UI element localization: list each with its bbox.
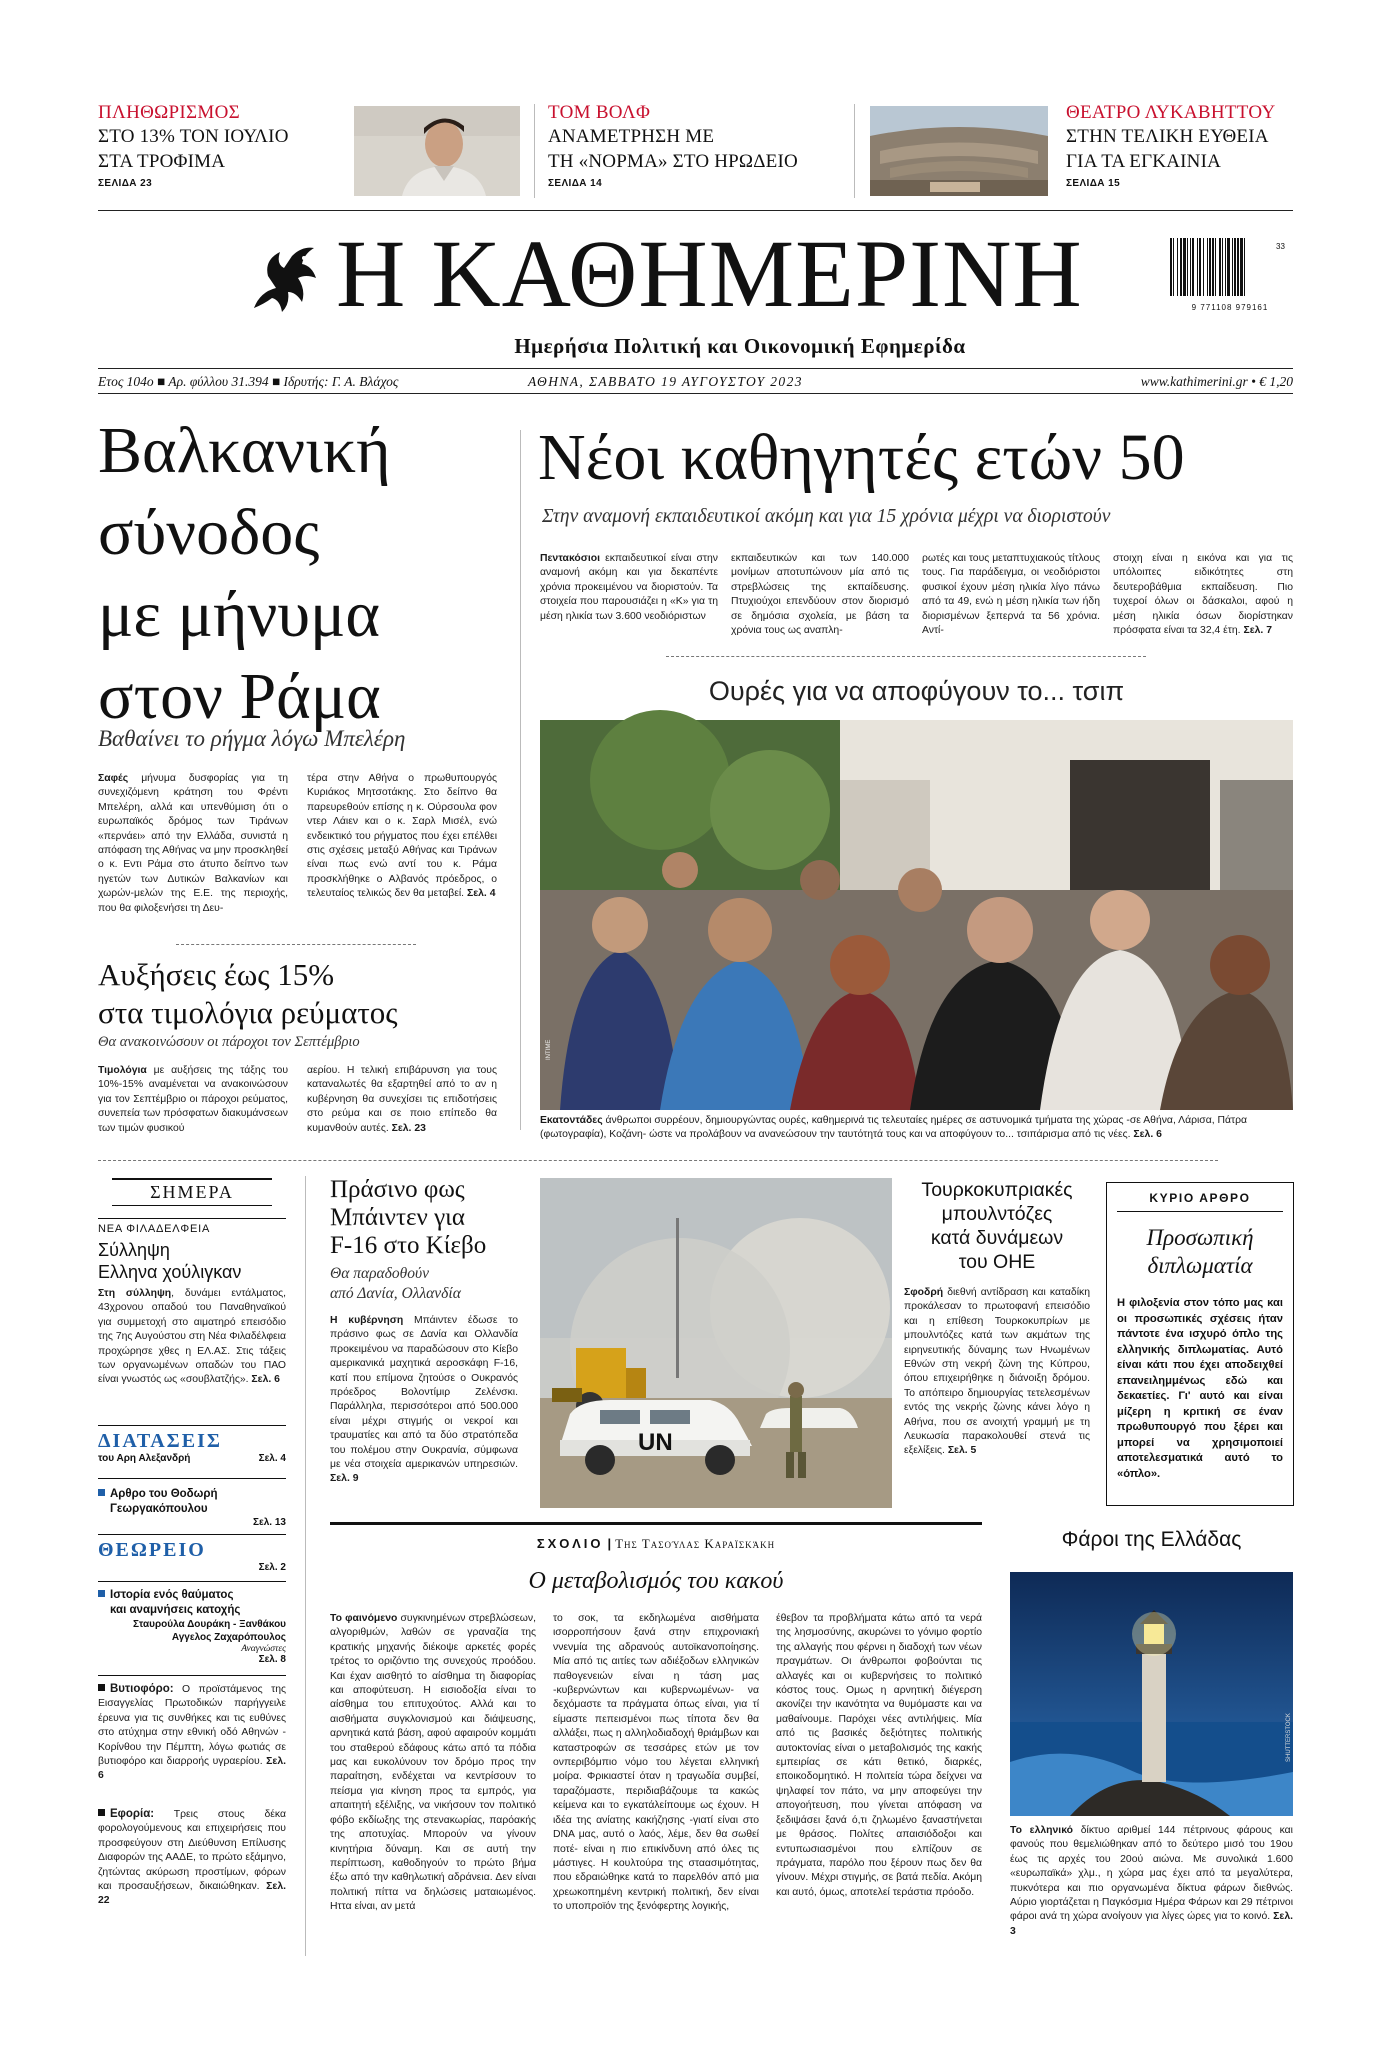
body-text: δίκτυο αριθμεί 144 πέτρινους φάρους και φανούς που θεμελιώθηκαν από το δεύτερο μισό του 19ου έως τις αρχές του 20ού αιώνα. Με συνολικά 1.600 «ευρωπαϊκά» χλμ., η χώρα μας έχει από τα μεγαλύτερα, πυκνότερα και πιο οργανωμένα δίκτυα φάρων διεθνώς. Αύριο γιορτάζεται η Παγκόσμια Ημέρα Φάρων και 29 πέτρινοι φάροι ανά τη χώρα ανοίγουν για λίγες ώρες για το κοινό. bbox=[1010, 1825, 1293, 1923]
comment-author: Της Τασούλας Καραϊσκάκη bbox=[615, 1536, 776, 1551]
item-title: Ελληνα χούλιγκαν bbox=[98, 1262, 242, 1282]
barcode-bar bbox=[1180, 238, 1182, 296]
page-ref[interactable]: Σελ. 22 bbox=[98, 1881, 287, 1907]
body-text: εκπαιδευτικοί είναι στην αναμονή ακόμη και για δεκαπέντε χρόνια προκειμένου να διοριστούν. Τα στοιχεία που παρουσιάζει η «Κ» για τη μέση ηλικία των 3.600 νεοδιόριστων bbox=[540, 553, 718, 622]
simera-label: ΣΗΜΕΡΑ bbox=[150, 1182, 234, 1202]
lead-word: Σφοδρή bbox=[904, 1287, 944, 1298]
queues-photo bbox=[540, 720, 1293, 1110]
barcode-bar bbox=[1212, 238, 1214, 296]
teaser-title: ΣΤΟ 13% ΤΟΝ ΙΟΥΛΙΟ bbox=[98, 126, 289, 147]
divider bbox=[98, 368, 1293, 369]
comment-header: ΣΧΟΛΙΟ | Της Τασούλας Καραϊσκάκη bbox=[330, 1522, 982, 1553]
column-theoreio[interactable] bbox=[98, 1534, 286, 1573]
barcode-bar bbox=[1240, 238, 1243, 296]
item-kicker: ΝΕΑ ΦΙΛΑΔΕΛΦΕΙΑ bbox=[98, 1223, 211, 1235]
item-title: Σύλληψη bbox=[98, 1240, 170, 1260]
barcode-bar bbox=[1209, 238, 1211, 296]
body-text: μήνυμα δυσφορίας για τη συνεχιζόμενη κράτηση του Φρέντι Μπελέρη, αλλά και υπενθύμιση ότι ο ευρωπαϊκός δρόμος των Τιράνων «περνάει» από την Ελλάδα, συνιστά η απόφαση της Αθήνας να μην προσκληθεί ο κ. Εντι Ράμα στο άτυπο δείπνο των ηγετών των Δυτικών Βαλκανίων και χωρών-μελών της Ε.Ε. της περιοχής, που θα φιλοξενήσει τη Δευ- bbox=[98, 773, 288, 914]
teaser-kicker: ΘΕΑΤΡΟ ΛΥΚΑΒΗΤΤΟΥ bbox=[1066, 102, 1276, 123]
headline-line: Βαλκανική bbox=[98, 414, 391, 487]
lead-word: Το ελληνικό bbox=[1010, 1825, 1073, 1836]
divider bbox=[534, 104, 535, 198]
lighthouse-photo bbox=[1010, 1572, 1293, 1816]
editorial-title: διπλωματία bbox=[1147, 1253, 1253, 1278]
bullet-icon bbox=[98, 1809, 105, 1816]
divider bbox=[98, 1160, 1218, 1161]
masthead-subtitle: Ημερήσια Πολιτική και Οικονομική Εφημερίδα bbox=[514, 334, 966, 358]
body-text: Τρεις στους δέκα φορολογούμενους και επιχειρήσεις που προσφεύγουν στη Διεύθυνση Επίλυσης Διαφορών της ΑΑΔΕ, το πρώτο εξάμηνο, ζητώντας ακύρωση προστίμων, φόρων και προσαυξήσεων, δικαιώθηκαν. bbox=[98, 1809, 286, 1893]
queues-caption bbox=[540, 1114, 1293, 1144]
story-miracle[interactable] bbox=[98, 1581, 286, 1665]
page-ref[interactable]: Σελ. 7 bbox=[1243, 625, 1272, 637]
body-text: εκπαιδευτικών και των 140.000 μονίμων αποτυπώνουν μία από τις στρεβλώσεις της εκπαίδευσης. Πτυχιούχοι επενδύουν στον διορισμό σε δημόσια σχολεία, με βάση τα χρόνια τους ως αναπλη- bbox=[731, 553, 909, 637]
headline-line: Τουρκοκυπριακές bbox=[921, 1179, 1073, 1201]
barcode bbox=[1168, 238, 1292, 310]
item-body bbox=[98, 1287, 286, 1417]
balkan-headline[interactable] bbox=[98, 410, 498, 738]
body-text: με αυξήσεις της τάξης του 10%-15% αναμένεται να ανακοινώσουν για τον Σεπτέμβριο οι πάροχοι ρεύματος, συνεπεία των πρόσφατων διακυμάνσεων των τιμών φυσικού bbox=[98, 1065, 288, 1134]
page-ref[interactable]: Σελ. 4 bbox=[466, 888, 496, 900]
barcode-bar bbox=[1237, 238, 1239, 296]
body-text: , δυνάμει εντάλματος, 43χρονου οπαδού του Παναθηναϊκού για συμμετοχή στο αιματηρό επεισόδιο της 7ης Αυγούστου στη Νέα Φιλαδέλφεια προχώρησε χθες η ΕΛ.ΑΣ. Στις τάξεις των οργανωμένων οπαδών του ΠΑΟ είναι γνωστός ως «σουβλατζής». bbox=[98, 1288, 286, 1386]
lead-word: Το φαινόμενο bbox=[330, 1613, 398, 1624]
body-text: τέρα στην Αθήνα ο πρωθυπουργός Κυριάκος Μητσοτάκης. Στο δείπνο θα παρευρεθούν επίσης η κ. Ούρσουλα φον ντερ Λάιεν και ο κ. Σαρλ Μισέλ, ενώ ενδεικτικό του ρήγματος που έχει επέλθει στις σχέσεις μεταξύ Αθήνας και Τιράνων είναι πως ενώ αντί του κ. Ράμα προσκλήθηκε ο Αλβανός πρόεδρος, ο τελευταίος τελικώς δεν θα μεταβεί. bbox=[307, 773, 497, 900]
story-title: και αναμνήσεις κατοχής bbox=[110, 1604, 241, 1616]
barcode-bar bbox=[1170, 238, 1172, 296]
headline-line: στα τιμολόγια ρεύματος bbox=[98, 995, 398, 1030]
brief-tax[interactable] bbox=[98, 1807, 286, 1923]
comment-label: ΣΧΟΛΙΟ bbox=[536, 1536, 604, 1551]
divider bbox=[666, 656, 1146, 657]
story-sub: Αναγνώστες bbox=[241, 1644, 286, 1654]
barcode-bar bbox=[1192, 238, 1194, 296]
divider bbox=[98, 393, 1293, 394]
article-georgakopoulos[interactable] bbox=[98, 1478, 286, 1528]
barcode-bar bbox=[1177, 238, 1178, 296]
lighthouses-body bbox=[1010, 1824, 1293, 1942]
barcode-bar bbox=[1219, 238, 1221, 296]
barcode-bar bbox=[1187, 238, 1188, 296]
body-text: Ο προϊστάμενος της Εισαγγελίας Πρωτοδικών παρήγγειλε έρευνα για τις συνθήκες και τις ευθύνες στο ατύχημα στην εθνική οδό Αθηνών - Κορίνθου την Πέμπτη, λόγω φωτιάς σε βυτιοφόρο και διαρροής υγραερίου. bbox=[98, 1684, 286, 1768]
f16-deck bbox=[330, 1264, 520, 1304]
page-ref[interactable]: Σελ. 2 bbox=[258, 1562, 286, 1573]
simera-box bbox=[112, 1178, 272, 1206]
page-ref[interactable]: Σελ. 4 bbox=[258, 1453, 286, 1464]
teaser-page: ΣΕΛΙΔΑ 14 bbox=[548, 178, 603, 189]
balkan-col-1 bbox=[98, 772, 288, 932]
body-text: το σοκ, τα εκδηλωμένα αισθήματα ισορροπήσουν ξανά στην επιχρονιακή ννενμία της αδρανούς αυτοϊκανοποίησης. Μία από τις αιτίες των αδιέξοδων ελληνικών παθογενειών είναι η τάση μας -κυβερνώντων και κυβερνωμένων- να δεχόμαστε τα πράγματα όπως είναι, για τί είμαστε πεπεισμένοι πως τίποτα δεν θα αλλάξει, πως η αλληλοδιαδοχή θριάμβων και καταστροφών σε τεσσάρες ετών με τον ονπεριβόμπιο νόμο του λέγεται ελληνική μοίρα. Φρικιαστεί όταν η τραγωδία συμβεί, ταραζόμαστε, περιδιαβάζουμε τα κακώς κείμενα και το εγκατάλείπουμε ως έχουν. Η ιδέα της ανίατης κακήζησης -γιατί είναι στο DNA μας, αυτό ο λαός, λέμε, δεν θα σωθεί ποτέ- είναι η πιο επικίνδυνη από όλες τις μάστιγες. Η κουλτούρα της σταασιμότητας, που εδραιώθηκε κατά το παρελθόν από μια χρεωκοπημένη κεντρική πολιτική, δεν είναι το υποπροϊόν της ξενόφερτης λογικής, bbox=[553, 1613, 759, 1913]
column-title: ΘΕΩΡΕΙΟ bbox=[98, 1539, 206, 1561]
column-author: του Αρη Αλεξανδρή bbox=[98, 1453, 191, 1464]
photo-credit: INTIME bbox=[546, 1039, 552, 1060]
divider bbox=[305, 1176, 306, 1956]
barcode-bar bbox=[1232, 238, 1233, 296]
teaser-inflation[interactable] bbox=[98, 102, 343, 200]
barcode-bar bbox=[1222, 238, 1223, 296]
divider bbox=[98, 210, 1293, 211]
barcode-bar bbox=[1183, 238, 1186, 296]
lead-word: Τιμολόγια bbox=[98, 1065, 147, 1076]
deck-line: Θα παραδοθούν bbox=[330, 1265, 429, 1282]
lead-word: Πεντακόσιοι bbox=[540, 553, 600, 564]
body-text: αερίου. Η τελική επιβάρυνση για τους καταναλωτές θα εξαρτηθεί από το αν η κυβέρνηση θα συνεχίσει τις επιδοτήσεις στο ρεύμα και σε ποιο επίπεδο θα κυμανθούν αυτές. bbox=[307, 1065, 497, 1134]
energy-col-1 bbox=[98, 1064, 288, 1136]
barcode-number: 9 771108 979161 bbox=[1191, 303, 1269, 312]
lead-word: Εκατοντάδες bbox=[540, 1115, 603, 1126]
griffin-logo-icon bbox=[246, 238, 322, 318]
page-ref[interactable]: Σελ. 6 bbox=[1133, 1129, 1162, 1140]
energy-deck: Θα ανακοινώσουν οι πάροχοι τον Σεπτέμβριο bbox=[98, 1034, 360, 1050]
masthead-title: Η ΚΑΘΗΜΕΡΙΝΗ bbox=[336, 220, 1083, 327]
teachers-col-4 bbox=[1113, 552, 1293, 637]
balkan-deck: Βαθαίνει το ρήγμα λόγω Μπελέρη bbox=[98, 726, 406, 751]
page-ref[interactable]: Σελ. 5 bbox=[947, 1445, 977, 1457]
editorial-text: Η φιλοξενία στον τόπο μας και οι προσωπικές σχέσεις ήταν πάντοτε ένα ισχυρό όπλο της ελληνικής διπλωματίας. Αυτό είναι κάτι που έχει αποδειχθεί επανειλημμένως εδώ και δεκαετίες. Γι' αυτό και είναι μίζερη η κριτική σε έναν πρωθυπουργό που ξέρει και μπορεί να χρησιμοποιεί αποτελεσματικά αυτό το «όπλο». bbox=[1117, 1297, 1283, 1480]
lighthouses-headline[interactable]: Φάροι της Ελλάδας bbox=[1061, 1528, 1242, 1551]
teaser-kicker: ΤΟΜ ΒΟΛΦ bbox=[548, 102, 651, 123]
divider bbox=[176, 944, 416, 945]
cyprus-headline[interactable] bbox=[904, 1178, 1090, 1274]
body-text: έθεβον τα προβλήματα κάτω από τα νερά της λησμοσύνης, ακυρώνει το γόνιμο φορτίο της αλλαγής που φέρνει η διαδοχή των νέων πραγμάτων. Οι άνθρωποι φοβούνται τις αλλαγές και οι κυβερνήσεις το πολιτικό κόστος τους. Ομως η αρνητική διέγερση ακονίζει την ικανότητα να θυμόμαστε και να μαθαίνουμε. Παρόχει νέες αντιλήψεις. Μία από τις βασικές δεξιότητες πολιτικής αυτοκτονίας είναι ο μεταβολισμός της κακής εμπειρίας σε κάτι θετικό, διαρκές, εποικοδομητικό. Η πολιτεία τώρα δείχνει να ψηλαφεί τον πάτο, να μην αποφεύγει την απογοήτευση, που γίνεται απόφαση να ξεδιψάσει ξανά ό,τι ζηλωμένο ξαναστήνεται με θράσος. Πολίτες απαισιόδοξοι και εντυπωσιασμένοι που ελπίζουν σε πράγματα, παρόλο που ξέρουν πως δεν θα γίνουν. Μέχρι στιγμής, σε βατά πεδία. Ακόμη και αυτό, όμως, αποτελεί τεράστια πρόοδο. bbox=[776, 1613, 982, 1898]
teaser-page: ΣΕΛΙΔΑ 23 bbox=[98, 178, 153, 189]
lead-word: Βυτιοφόρο: bbox=[110, 1683, 174, 1695]
un-photo bbox=[540, 1178, 892, 1508]
barcode-bar bbox=[1173, 238, 1174, 296]
story-authors: Αγγελος Ζαχαρόπουλος bbox=[171, 1632, 286, 1643]
barcode-bar bbox=[1197, 238, 1198, 296]
comment-title[interactable]: Ο μεταβολισμός του κακού bbox=[528, 1568, 784, 1594]
teachers-col-2 bbox=[731, 552, 909, 637]
brief-tanker[interactable] bbox=[98, 1675, 286, 1799]
page-ref[interactable]: Σελ. 23 bbox=[391, 1122, 426, 1134]
lead-word: Στη σύλληψη bbox=[98, 1288, 172, 1299]
teaser-title: ΓΙΑ ΤΑ ΕΓΚΑΙΝΙΑ bbox=[1066, 151, 1222, 172]
teaser-title: ΑΝΑΜΕΤΡΗΣΗ ΜΕ bbox=[548, 126, 715, 147]
page-ref[interactable]: Σελ. 9 bbox=[330, 1473, 359, 1485]
page-ref[interactable]: Σελ. 8 bbox=[258, 1654, 286, 1665]
bullet-icon bbox=[98, 1590, 105, 1597]
energy-col-2 bbox=[307, 1064, 497, 1136]
headline-line: Αυξήσεις έως 15% bbox=[98, 957, 335, 992]
barcode-bar bbox=[1199, 238, 1201, 296]
teaser-tom-wolf[interactable] bbox=[548, 102, 833, 200]
teaser-title: ΤΗ «ΝΟΡΜΑ» ΣΤΟ ΗΡΩΔΕΙΟ bbox=[548, 151, 798, 172]
headline-line: στον Ράμα bbox=[98, 660, 381, 733]
barcode-bar bbox=[1215, 238, 1216, 296]
body-text: συγκινημένων στρεβλώσεων, αλγοριθμών, λαθών σε γραναζία της κρατικής μηχανής διέκοψε αρκετές φορές τρέτος το οριζόντιο της συνεχούς προόδου. Και έχαν αισθητό το αίσθημα τη διαφορίας και αποφύτευση. Η εισιοδοξία είναι το αίσθημα του επιτυχούτος. Αλλά και το αισθήματα συγκλονισμού και διάψευσης, αρνητικά κατά βάση, αφού αφαιρούν κομμάτι του σταθερού εδάφους κάτω από τα πόδια μας και ευκολύνουν τον δρόμο προς την παραίτηση, ενδέχεται να κεντρίσουν το πείσμα για κίνηση προς τα εμπρός, για απαιτητή εξέλιξης, να νικήσουν τον πολιτικό φόβο εκδίωξης της στενακωρίας, παρόακής της αποτυχίας. Μπορούν να γίνουν κινητήρια δύναμη. Και σε αυτή την περίπτωση, καθοδηγούν το πρώτο βήμα έξω από την καθηλωτική αδράνεια. Δεν είναι πολιτική πίττα να δηλώσεις ματαιωμένος. Ηττα είναι, αν μετά bbox=[330, 1613, 536, 1913]
body-text: στοιχη είναι η εικόνα και για τις υπόλοιπες ειδικότητες στη δευτεροβάθμια εκπαίδευση. Πιο τυχεροί όλων οι δάσκαλοι, αφού η μέση ηλικία όσων διορίστηκαν πρόσφατα είναι τα 32,4 έτη. bbox=[1113, 553, 1293, 637]
story-title: Ιστορία ενός θαύματος bbox=[110, 1589, 234, 1601]
teaser-photo-man bbox=[354, 106, 520, 196]
teachers-col-3 bbox=[922, 552, 1100, 637]
barcode-bar bbox=[1244, 238, 1245, 296]
lead-word: Εφορία: bbox=[110, 1808, 155, 1820]
photo-credit: SHUTTERSTOCK bbox=[1286, 1713, 1292, 1762]
barcode-bar bbox=[1227, 238, 1230, 296]
headline-line: του ΟΗΕ bbox=[958, 1251, 1036, 1273]
headline-line: F-16 στο Κίεβο bbox=[330, 1232, 487, 1259]
f16-headline[interactable] bbox=[330, 1176, 520, 1260]
page-ref[interactable]: Σελ. 3 bbox=[1010, 1911, 1294, 1937]
body-text: άνθρωποι συρρέουν, δημιουργώντας ουρές, καθημερινά τις τελευταίες ημέρες σε αστυνομικά τμήματα της χώρας -σε Αθήνα, Λάρισα, Πάτρα (φωτογραφία), Κοζάνη- ώστε να προλάβουν να ανανεώσουν την ταυτότητά τους και να αποφύγουν το... τσιπάρισμα από τις νέες. bbox=[540, 1115, 1248, 1140]
teachers-col-1 bbox=[540, 552, 718, 626]
barcode-bar bbox=[1190, 238, 1191, 296]
page-ref[interactable]: Σελ. 13 bbox=[253, 1517, 286, 1528]
teaser-photo-theatre bbox=[870, 106, 1048, 196]
body-text: Μπάιντεν έδωσε το πράσινο φως σε Δανία και Ολλανδία προκειμένου να παραδώσουν στο Κίεβο αμερικανικά μαχητικά αεροσκάφη F-16, κατί που επίμονα ζητούσε ο Ουκρανός πρόεδρος Βολοντίμιρ Ζελένσκι. Παράλληλα, περισσότεροι από 500.000 είναι μέχρι στιγμής οι νεκροί και τραυματίες και από τα δύο στρατόπεδα του πολέμου στην Ουκρανία, σύμφωνα με νέα στοιχεία αμερικανών υπηρεσιών. bbox=[330, 1315, 518, 1471]
teachers-deck: Στην αναμονή εκπαιδευτικοί ακόμη και για 15 χρόνια μέχρι να διοριστούν bbox=[542, 506, 1111, 527]
article-label: Γεωργακόπουλου bbox=[110, 1503, 208, 1515]
queues-headline[interactable]: Ουρές για να αποφύγουν το... τσιπ bbox=[708, 676, 1125, 706]
story-authors: Σταυρούλα Δουράκη - Ξανθάκου bbox=[133, 1619, 286, 1630]
page-ref[interactable]: Σελ. 6 bbox=[251, 1374, 280, 1386]
energy-headline[interactable] bbox=[98, 956, 498, 1032]
news-item-hooligan[interactable] bbox=[98, 1218, 286, 1417]
comment-col-2 bbox=[553, 1612, 759, 1952]
teaser-lycabettus[interactable] bbox=[1066, 102, 1316, 200]
teaser-kicker: ΠΛΗΘΩΡΙΣΜΟΣ bbox=[98, 102, 240, 123]
headline-line: με μήνυμα bbox=[98, 578, 380, 651]
sidebar bbox=[98, 1178, 286, 1958]
issue-date: ΑΘΗΝΑ, ΣΑΒΒΑΤΟ 19 ΑΥΓΟΥΣΤΟΥ 2023 bbox=[528, 374, 803, 389]
column-diataseis[interactable] bbox=[98, 1425, 286, 1464]
divider bbox=[854, 104, 855, 198]
divider bbox=[520, 430, 521, 1130]
deck-line: από Δανία, Ολλανδία bbox=[330, 1285, 461, 1302]
issue-info: Ετος 104ο ■ Αρ. φύλλου 31.394 ■ Ιδρυτής: Γ. Α. Βλάχος bbox=[98, 374, 399, 389]
headline-line: κατά δυνάμεων bbox=[930, 1227, 1064, 1249]
teachers-headline[interactable]: Νέοι καθηγητές ετών 50 bbox=[538, 421, 1185, 494]
comment-col-1 bbox=[330, 1612, 536, 1952]
editorial-title: Προσωπική bbox=[1146, 1225, 1254, 1250]
f16-body bbox=[330, 1314, 518, 1518]
comment-col-3 bbox=[776, 1612, 982, 1952]
site-price: www.kathimerini.gr • € 1,20 bbox=[1140, 374, 1293, 389]
body-text: ρωτές και τους μεταπτυχιακούς τίτλους τους. Για παράδειγμα, οι νεοδιόριστοι φυσικοί έχουν μέση ηλικία λίγο πάνω από τα 49, ενώ η μέση ηλικία των ήδη διορισμένων ξεπερνά τα 56 χρόνια. Αντί- bbox=[922, 553, 1100, 637]
editorial-box[interactable] bbox=[1106, 1182, 1294, 1506]
barcode-bar bbox=[1234, 238, 1236, 296]
article-label: Αρθρο του Θοδωρή bbox=[110, 1488, 218, 1500]
barcode-bar bbox=[1225, 238, 1226, 296]
headline-line: Μπάιντεν για bbox=[330, 1204, 465, 1231]
teaser-title: ΣΤΗΝ ΤΕΛΙΚΗ ΕΥΘΕΙΑ bbox=[1066, 126, 1269, 147]
headline-line: μπουλντόζες bbox=[941, 1203, 1053, 1225]
bullet-icon bbox=[98, 1489, 105, 1496]
un-vehicle-label: UN bbox=[638, 1429, 673, 1456]
balkan-col-2 bbox=[307, 772, 497, 932]
body-text: διεθνή αντίδραση και καταδίκη προκάλεσαν το πρωτοφανή επεισόδιο και η επίθεση Τουρκοκυπρίων με μπουλντόζες κατά των ακμάτων της ειρηνευτικής δύναμης των Ηνωμένων Εθνών στη νεκρή ζώνη της Κύπρου, όπου επιχειρήθηκε η διάνοιξη δρόμου. Το απόπειρο δημιουργίας τετελεσμένων εντός της νεκρής ζώνης κάνει λόγο η Αθήνα, που σε ανοιχτή γραμμή με τη Λευκωσία παρακολουθεί στενά τις εξελίξεις. bbox=[904, 1287, 1090, 1457]
barcode-issue: 33 bbox=[1276, 242, 1285, 251]
barcode-bar bbox=[1203, 238, 1204, 296]
column-title: ΔΙΑΤΑΣΕΙΣ bbox=[98, 1430, 222, 1452]
teaser-page: ΣΕΛΙΔΑ 15 bbox=[1066, 178, 1121, 189]
bullet-icon bbox=[98, 1684, 105, 1691]
editorial-label: ΚΥΡΙΟ ΑΡΘΡΟ bbox=[1117, 1191, 1283, 1212]
lead-word: Σαφές bbox=[98, 773, 129, 784]
teaser-title: ΣΤΑ ΤΡΟΦΙΜΑ bbox=[98, 151, 226, 172]
lead-word: Η κυβέρνηση bbox=[330, 1315, 404, 1326]
page-ref[interactable]: Σελ. 6 bbox=[98, 1756, 286, 1782]
barcode-bar bbox=[1207, 238, 1208, 296]
cyprus-body bbox=[904, 1286, 1090, 1508]
headline-line: Πράσινο φως bbox=[330, 1176, 465, 1203]
headline-line: σύνοδος bbox=[98, 496, 320, 569]
